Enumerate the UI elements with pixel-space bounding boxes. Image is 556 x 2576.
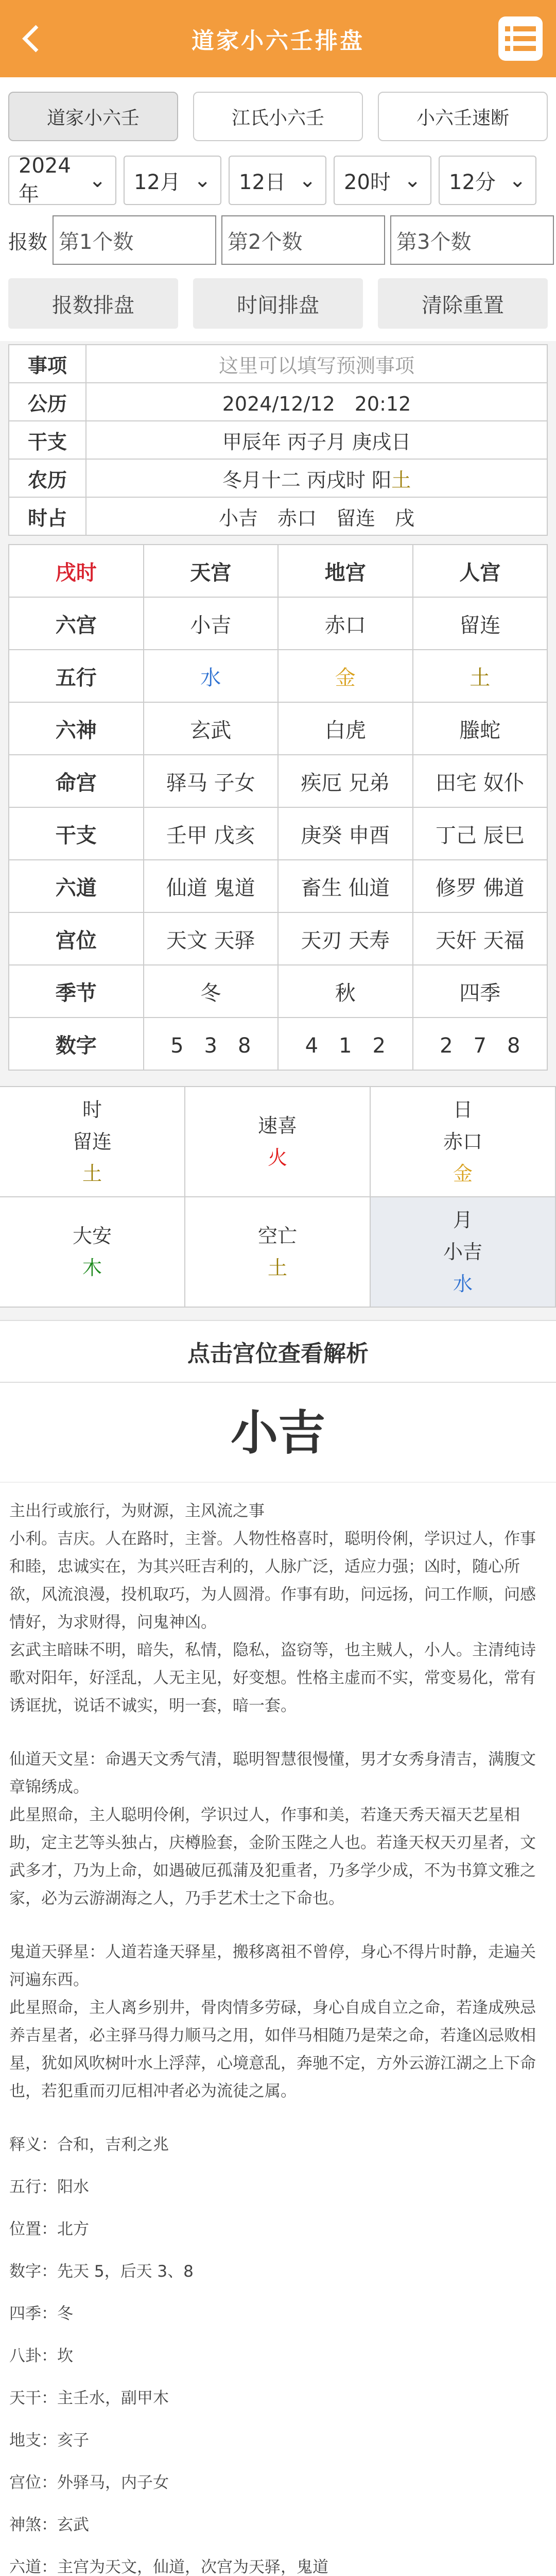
lunar-text: 冬月十二 丙戌时 阳 — [222, 468, 392, 492]
hour-value: 20时 — [344, 170, 391, 194]
fact-line: 六道：主宫为天文，仙道，次宫为天驿，鬼道 — [9, 2558, 328, 2576]
chevron-down-icon: ⌄ — [404, 168, 421, 192]
day-select[interactable] — [229, 156, 326, 205]
palace-cell-liulian[interactable] — [0, 1087, 185, 1197]
month-value: 12月 — [134, 170, 181, 194]
number-chart-button[interactable]: 报数排盘 — [8, 278, 178, 329]
row-label: 宫位 — [9, 912, 144, 965]
table-cell: 金 — [278, 650, 413, 702]
palace-name: 小吉 — [443, 1241, 482, 1263]
table-cell: 秋 — [278, 965, 413, 1018]
palace-element: 土 — [267, 1257, 287, 1279]
fact-line: 地支：亥子 — [9, 2431, 89, 2450]
palace-element: 土 — [82, 1162, 102, 1185]
table-cell: 天刃 天寿 — [278, 912, 413, 965]
back-chevron-icon[interactable] — [15, 23, 46, 54]
palace-table — [8, 544, 548, 1071]
table-cell: 驿马 子女 — [144, 755, 279, 807]
six-palace-grid — [0, 1086, 556, 1308]
table-row — [9, 1018, 547, 1070]
table-cell: 修罗 佛道 — [413, 860, 548, 912]
number-field-1[interactable]: 第1个数 — [53, 215, 216, 265]
menu-icon[interactable] — [498, 16, 543, 61]
year-value: 2024年 — [19, 154, 71, 206]
row-label: 六道 — [9, 860, 144, 912]
matter-input[interactable]: 这里可以填写预测事项 — [86, 345, 547, 383]
detail-paragraph: 鬼道天驿星：人道若逢天驿星，搬移离祖不曾停，身心不得片时静，走遍关河遍东西。 此星照命，主人离乡别井，骨肉情多劳碌，身心自成自立之命，若逢成殃忌养吉星者，必主驿马得力顺马之用，如伴马相随乃是荣之命，若逢凶忌败相星，犹如风吹树叶水上浮萍，心境意乱，奔驰不定，方外云游江湖之上下命也，若犯重而刃厄相冲者必为流徒之属。 — [9, 1943, 536, 2100]
row-label: 六神 — [9, 702, 144, 755]
table-row — [9, 860, 547, 912]
page-title: 道家小六壬排盘 — [192, 28, 364, 54]
info-key: 时占 — [9, 497, 86, 535]
palace-name: 留连 — [72, 1130, 112, 1153]
table-cell: 畜生 仙道 — [278, 860, 413, 912]
table-cell: 疾厄 兄弟 — [278, 755, 413, 807]
table-row — [9, 702, 547, 755]
table-cell: 2 7 8 — [413, 1018, 548, 1070]
palace-name: 速喜 — [257, 1114, 297, 1137]
table-cell: 壬甲 戊亥 — [144, 807, 279, 860]
palace-detail-section — [0, 1320, 556, 2576]
palace-cell-chikou[interactable] — [371, 1087, 556, 1197]
time-chart-button[interactable]: 时间排盘 — [193, 278, 363, 329]
table-row — [9, 965, 547, 1018]
day-value: 12日 — [239, 170, 286, 194]
month-select[interactable] — [124, 156, 221, 205]
chevron-down-icon: ⌄ — [509, 168, 526, 192]
palace-cell-xiaoji[interactable] — [371, 1197, 556, 1308]
fact-line: 八卦：坎 — [9, 2347, 73, 2365]
hour-select[interactable] — [334, 156, 431, 205]
info-key: 干支 — [9, 421, 86, 459]
minute-value: 12分 — [449, 170, 496, 194]
table-row — [9, 383, 547, 421]
table-cell: 螣蛇 — [413, 702, 548, 755]
info-value: 甲辰年 丙子月 庚戌日 — [86, 421, 547, 459]
table-cell: 仙道 鬼道 — [144, 860, 279, 912]
info-key: 事项 — [9, 345, 86, 383]
table-cell: 水 — [144, 650, 279, 702]
table-row — [9, 807, 547, 860]
fact-line: 神煞：玄武 — [9, 2516, 89, 2534]
table-header-row — [9, 545, 547, 597]
info-key: 农历 — [9, 459, 86, 497]
table-cell: 田宅 奴仆 — [413, 755, 548, 807]
fact-line: 释义：合和，吉利之兆 — [9, 2136, 169, 2154]
palace-detail-name: 小吉 — [0, 1383, 556, 1483]
table-cell: 天文 天驿 — [144, 912, 279, 965]
fact-line: 位置：北方 — [9, 2220, 89, 2239]
info-value: 小吉 赤口 留连 戌 — [86, 497, 547, 535]
chevron-down-icon: ⌄ — [194, 168, 211, 192]
info-value — [86, 459, 547, 497]
minute-select[interactable] — [439, 156, 536, 205]
table-row — [9, 755, 547, 807]
fact-line: 天干：主壬水，副甲木 — [9, 2389, 169, 2408]
row-label: 六宫 — [9, 597, 144, 650]
reset-button[interactable]: 清除重置 — [378, 278, 548, 329]
detail-paragraph: 仙道天文星：命遇天文秀气清，聪明智慧很慢懂，男才女秀身清吉，满腹文章锦绣成。 此星照命，主人聪明伶俐，学识过人，作事和美，若逢天秀天福天艺星相助，定主艺等头独占，庆樽脸套，金阶玉陛之人也。若逢天权天刃星者，文武多才，乃为上命，如遇破厄孤蒲及犯重者，乃多学少成，不为书算文雅之家，必为云游湖海之人，乃手艺术士之下命也。 — [9, 1750, 536, 1908]
detail-paragraph: 主出行或旅行，为财源，主风流之事 小利。吉庆。人在路时，主誉。人物性格喜时，聪明伶俐，学识过人，作事和睦，忠诚实在，为其兴旺吉利的，人脉广泛，适应力强；凶时，随心所欲，风流浪漫，投机取巧，为人圆滑。作事有助，问远扬，问工作顺，问感情好，为求财得，问鬼神凶。 玄武主暗昧不明，暗失，私情，隐私，盗窃等，也主贼人，小人。主清纯诗歌对阳年，好淫乱，人无主见，好变想。性格主虚而不实，常变易化，常有诱诓扰，说话不诚实，明一套，暗一套。 — [9, 1502, 536, 1715]
number-field-2[interactable]: 第2个数 — [221, 215, 385, 265]
table-cell: 庚癸 申酉 — [278, 807, 413, 860]
info-table — [8, 344, 548, 536]
info-value: 2024/12/12 20:12 — [86, 383, 547, 421]
table-row — [9, 597, 547, 650]
row-label: 五行 — [9, 650, 144, 702]
row-label: 季节 — [9, 965, 144, 1018]
table-cell: 白虎 — [278, 702, 413, 755]
tab-daojia[interactable]: 道家小六壬 — [8, 92, 178, 141]
palace-name: 赤口 — [443, 1130, 482, 1153]
table-row — [9, 421, 547, 459]
info-key: 公历 — [9, 383, 86, 421]
action-buttons — [0, 270, 556, 341]
datetime-selectors — [0, 150, 556, 210]
table-cell: 小吉 — [144, 597, 279, 650]
palace-element: 木 — [82, 1257, 102, 1279]
palace-cell-kongwang[interactable] — [185, 1197, 371, 1308]
table-row — [9, 345, 547, 383]
year-select[interactable] — [8, 156, 116, 205]
column-header: 人宫 — [413, 545, 548, 597]
table-row — [9, 459, 547, 497]
number-inputs-row — [0, 210, 556, 270]
palace-name: 空亡 — [257, 1225, 297, 1247]
table-cell: 5 3 8 — [144, 1018, 279, 1070]
palace-cell-suxi[interactable] — [185, 1087, 371, 1197]
palace-marker: 时 — [82, 1098, 102, 1121]
method-tabs — [0, 77, 556, 150]
section-title: 点击宫位查看解析 — [0, 1321, 556, 1383]
tab-jiangshi[interactable]: 江氏小六壬 — [193, 92, 363, 141]
number-field-3[interactable]: 第3个数 — [390, 215, 554, 265]
fact-line: 数字：先天 5，后天 3、8 — [9, 2262, 194, 2281]
table-cell: 天奸 天福 — [413, 912, 548, 965]
palace-cell-daan[interactable] — [0, 1197, 185, 1308]
row-label: 干支 — [9, 807, 144, 860]
chevron-down-icon: ⌄ — [89, 168, 106, 192]
table-row — [9, 912, 547, 965]
palace-marker: 月 — [453, 1209, 473, 1231]
tab-suduan[interactable]: 小六壬速断 — [378, 92, 548, 141]
palace-element: 火 — [267, 1146, 287, 1169]
number-label: 报数 — [8, 230, 47, 253]
table-cell: 冬 — [144, 965, 279, 1018]
palace-marker: 日 — [453, 1098, 473, 1121]
hour-header: 戌时 — [9, 545, 144, 597]
row-label: 命宫 — [9, 755, 144, 807]
table-cell: 4 1 2 — [278, 1018, 413, 1070]
app-header — [0, 0, 556, 77]
palace-name: 大安 — [72, 1225, 112, 1247]
fact-line: 宫位：外驿马，内子女 — [9, 2473, 169, 2492]
table-cell: 赤口 — [278, 597, 413, 650]
column-header: 地宫 — [278, 545, 413, 597]
table-cell: 四季 — [413, 965, 548, 1018]
table-cell: 土 — [413, 650, 548, 702]
palace-element: 水 — [453, 1273, 473, 1295]
fact-line: 四季：冬 — [9, 2304, 73, 2323]
table-cell: 玄武 — [144, 702, 279, 755]
column-header: 天宫 — [144, 545, 279, 597]
table-row — [9, 497, 547, 535]
table-cell: 留连 — [413, 597, 548, 650]
fact-line: 五行：阳水 — [9, 2178, 89, 2196]
row-label: 数字 — [9, 1018, 144, 1070]
chevron-down-icon: ⌄ — [299, 168, 316, 192]
table-cell: 丁己 辰巳 — [413, 807, 548, 860]
table-row — [9, 650, 547, 702]
palace-element: 金 — [453, 1162, 473, 1185]
lunar-element: 土 — [391, 468, 411, 492]
